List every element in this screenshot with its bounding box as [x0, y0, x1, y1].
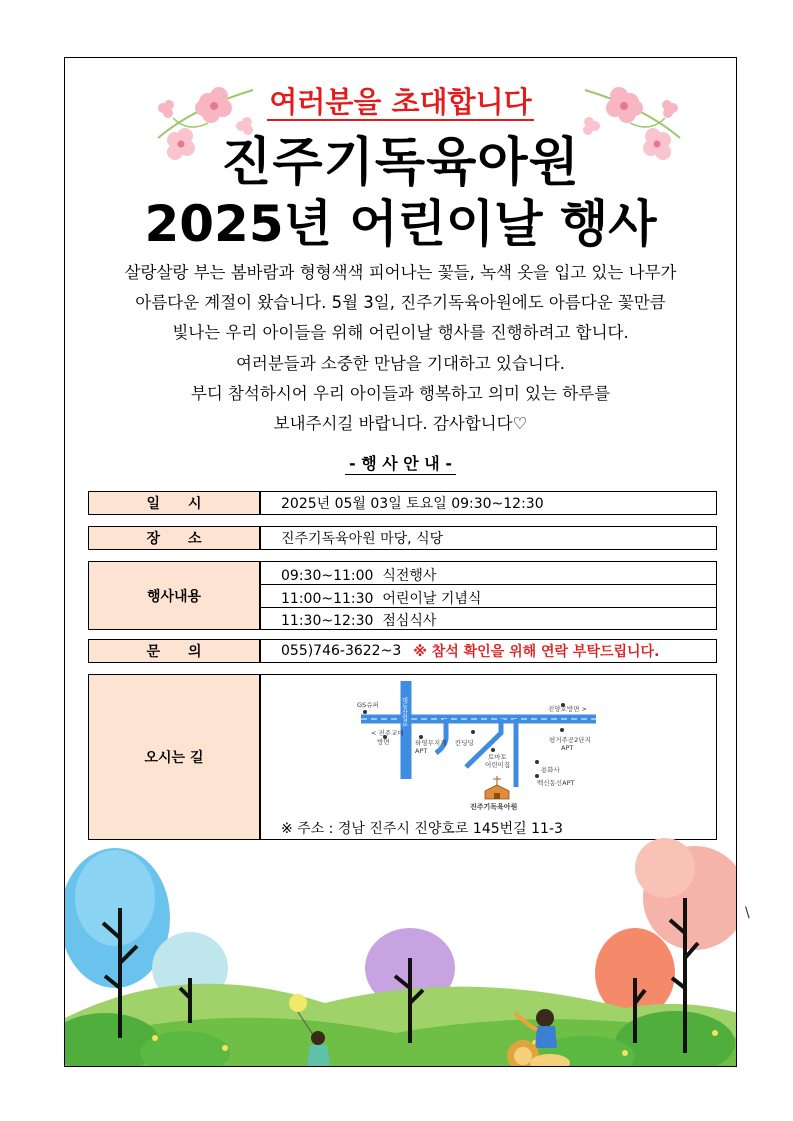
- poster-frame: [64, 57, 737, 1067]
- marker: [560, 728, 564, 732]
- map-label-orphanage: 진주기독육아원: [470, 803, 518, 811]
- branch-road: [436, 719, 446, 753]
- contact-value: [260, 639, 717, 663]
- directions-box: [260, 674, 717, 840]
- intro-line: 살랑살랑 부는 봄바람과 형형색색 피어나는 꽃들, 녹색 옷을 입고 있는 나무가: [124, 263, 677, 282]
- contact-phone: 055)746-3622~3: [281, 643, 402, 659]
- marker: [491, 748, 495, 752]
- location-map: [261, 675, 718, 815]
- program-divider: [261, 607, 716, 608]
- program-list: [260, 561, 717, 630]
- map-label-tomato: 토마토: [488, 753, 507, 761]
- map-label-hayeong: APT: [415, 747, 428, 755]
- program-item: 09:30~11:00 식전행사: [281, 568, 437, 584]
- map-label-pyeonggeo: APT: [561, 744, 574, 752]
- marker: [535, 774, 539, 778]
- event-guide-heading: - 행 사 안 내 -: [65, 451, 736, 474]
- organization-title: 진주기독육아원: [221, 133, 580, 193]
- program-item: 11:00~11:30 어린이날 기념식: [281, 591, 482, 607]
- map-label-hayeong: 하영무지개: [415, 739, 447, 747]
- map-label-jinju-edu: 방면: [377, 738, 390, 746]
- address-text: ※ 주소 : 경남 진주시 진양호로 145번길 11-3: [281, 821, 563, 837]
- map-label-road: 대동산업로: [400, 697, 408, 727]
- datetime-label: 일 시: [88, 491, 260, 515]
- directions-label: 오시는 길: [88, 674, 260, 840]
- intro-line: 여러분들과 소중한 만남을 기대하고 있습니다.: [235, 353, 566, 373]
- church-icon: [485, 776, 509, 799]
- program-divider: [261, 584, 716, 585]
- intro-line: 부디 참석하시어 우리 아이들과 행복하고 의미 있는 하루를: [190, 383, 611, 403]
- datetime-value: 2025년 05월 03일 토요일 09:30~12:30: [260, 491, 717, 515]
- place-value: 진주기독육아원 마당, 식당: [260, 526, 717, 550]
- map-label-kanding: 칸딩딩: [455, 739, 474, 747]
- program-item: 11:30~12:30 점심식사: [281, 613, 437, 629]
- spring-scenery-illustration: [65, 838, 737, 1067]
- map-label-jinju-edu: < 진주교대: [371, 729, 404, 737]
- map-label-gs: GS슈퍼: [357, 701, 379, 709]
- event-title: 2025년 어린이날 행사: [144, 195, 657, 253]
- map-label-baeksin: 백신동신APT: [537, 779, 575, 787]
- intro-line: 아름다운 계절이 왔습니다. 5월 3일, 진주기독육아원에도 아름다운 꽃만큼: [135, 293, 666, 313]
- map-label-jinyang: 진양호방면 >: [548, 705, 587, 713]
- intro-line: 보내주시길 바랍니다. 감사합니다♡: [273, 414, 528, 434]
- pink-tree-canopy: [635, 838, 695, 898]
- intro-line: 빛나는 우리 아이들을 위해 어린이날 행사를 진행하려고 합니다.: [172, 323, 629, 343]
- intro-paragraph: [75, 258, 726, 439]
- marker: [535, 760, 539, 764]
- contact-label: 문 의: [88, 639, 260, 663]
- invite-heading: 여러분을 초대합니다: [269, 85, 532, 119]
- marker: [471, 730, 475, 734]
- map-label-pyeonggeo: 평거주공2단지: [549, 736, 591, 744]
- map-label-tomato: 어린이집: [485, 761, 511, 769]
- contact-note: ※ 참석 확인을 위해 연락 부탁드립니다.: [413, 644, 660, 660]
- gs-marker: [363, 710, 367, 714]
- program-label: 행사내용: [88, 561, 260, 630]
- map-label-yonghwa: 용화사: [541, 766, 560, 774]
- place-label: 장 소: [88, 526, 260, 550]
- stray-mark: \: [745, 905, 750, 921]
